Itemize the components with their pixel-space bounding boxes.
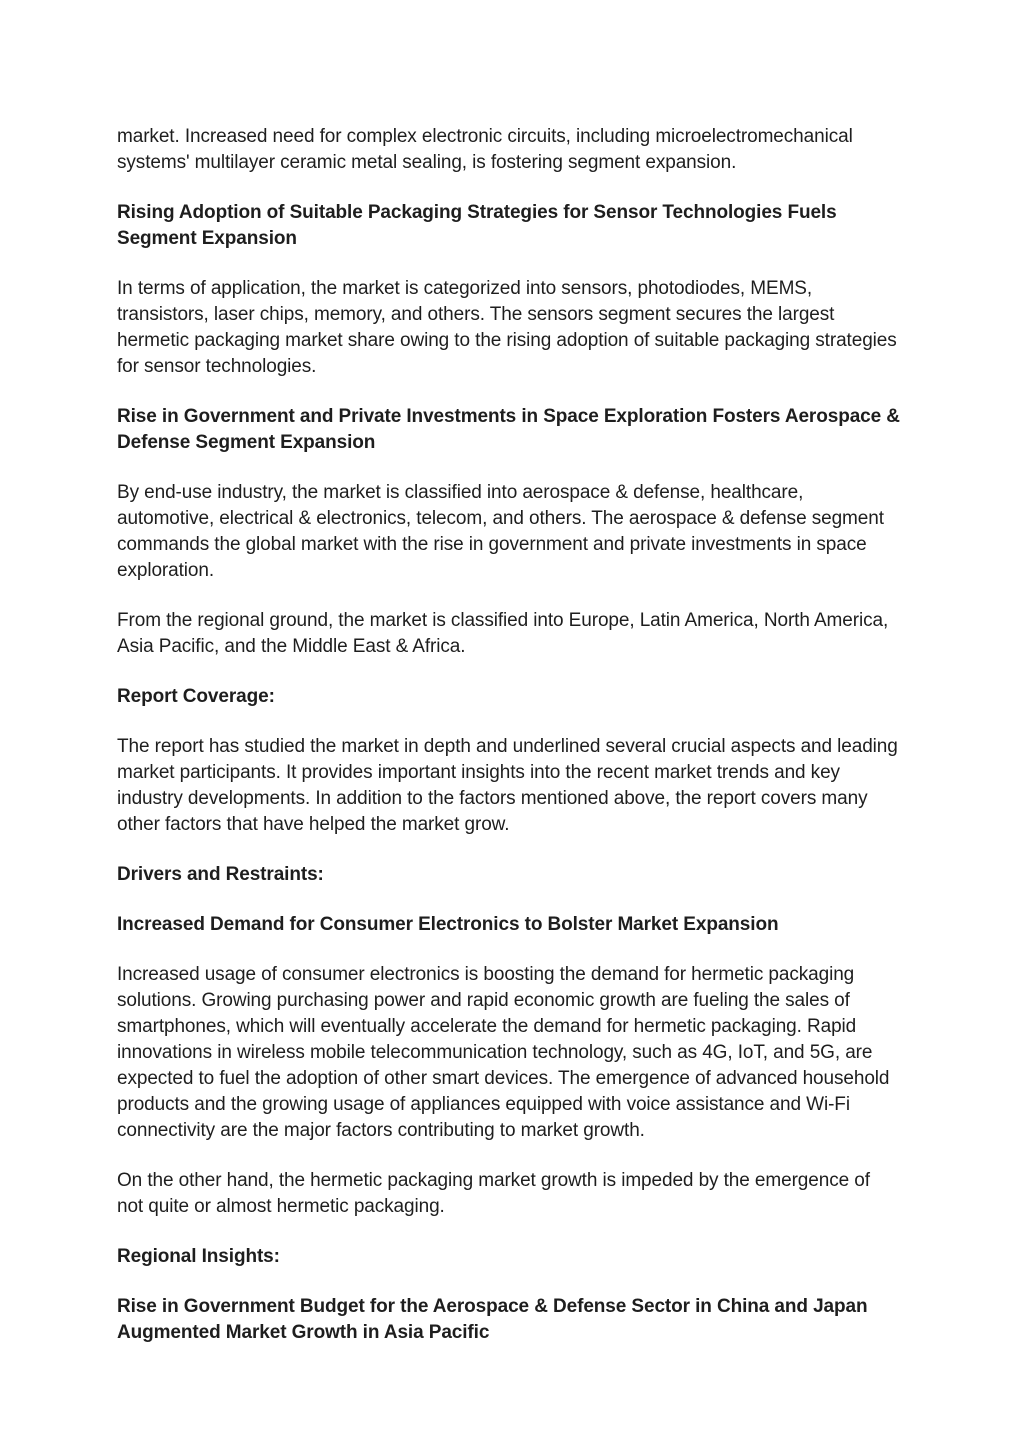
paragraph: By end-use industry, the market is classified into aerospace & defense, healthcare, automotive, electrical & electronics, telecom, and others. The aerospace & defense segment commands the global market with the rise in government and private investments in space exploration. <box>117 482 884 581</box>
paragraph: market. Increased need for complex electronic circuits, including microelectromechanical systems' multilayer ceramic metal sealing, is fostering segment expansion. <box>117 126 853 173</box>
section-heading: Report Coverage: <box>117 686 275 707</box>
section-heading: Rising Adoption of Suitable Packaging Strategies for Sensor Technologies Fuels Segment Expansion <box>117 202 837 249</box>
section-heading: Rise in Government and Private Investments in Space Exploration Fosters Aerospace & Defense Segment Expansion <box>117 406 900 453</box>
section-heading: Rise in Government Budget for the Aerospace & Defense Sector in China and Japan Augmented Market Growth in Asia Pacific <box>117 1296 868 1343</box>
paragraph: The report has studied the market in depth and underlined several crucial aspects and leading market participants. It provides important insights into the recent market trends and key industry developments. In addition to the factors mentioned above, the report covers many other factors that have helped the market grow. <box>117 736 898 835</box>
paragraph: In terms of application, the market is categorized into sensors, photodiodes, MEMS, transistors, laser chips, memory, and others. The sensors segment secures the largest hermetic packaging market share owing to the rising adoption of suitable packaging strategies for sensor technologies. <box>117 278 897 377</box>
paragraph: Increased usage of consumer electronics is boosting the demand for hermetic packaging solutions. Growing purchasing power and rapid economic growth are fueling the sales of smartphones, which will eventually accelerate the demand for hermetic packaging. Rapid innovations in wireless mobile telecommunication technology, such as 4G, IoT, and 5G, are expected to fuel the adoption of other smart devices. The emergence of advanced household products and the growing usage of appliances equipped with voice assistance and Wi-Fi connectivity are the major factors contributing to market growth. <box>117 964 890 1141</box>
document-body <box>117 124 901 1346</box>
section-heading: Drivers and Restraints: <box>117 864 324 885</box>
paragraph: From the regional ground, the market is classified into Europe, Latin America, North America, Asia Pacific, and the Middle East & Africa. <box>117 610 889 657</box>
section-heading: Regional Insights: <box>117 1246 280 1267</box>
section-heading: Increased Demand for Consumer Electronics to Bolster Market Expansion <box>117 914 779 935</box>
paragraph: On the other hand, the hermetic packaging market growth is impeded by the emergence of not quite or almost hermetic packaging. <box>117 1170 870 1217</box>
